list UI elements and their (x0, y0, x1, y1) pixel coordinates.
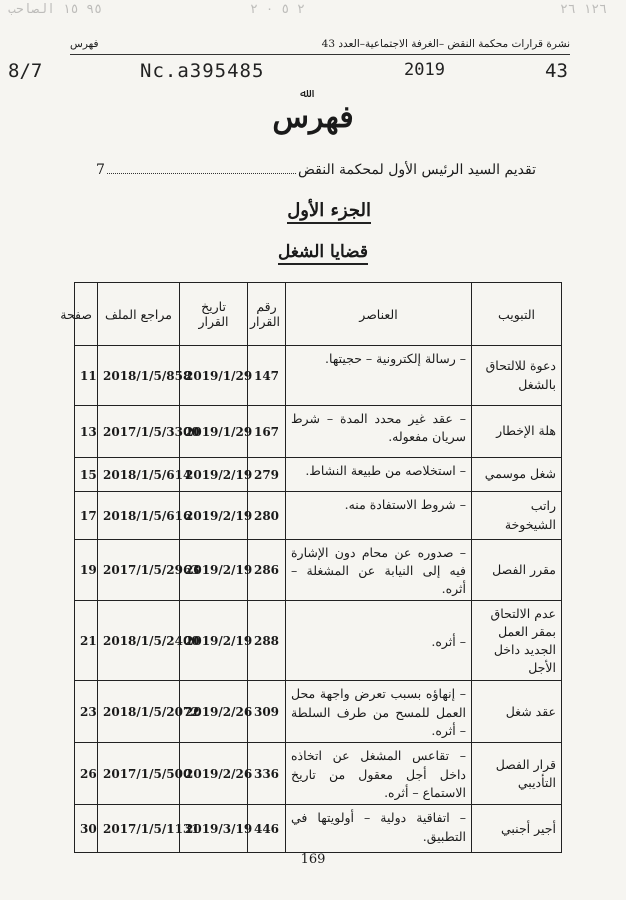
cell-ref: 2017/1/5/2963 (98, 540, 180, 601)
cell-classification: هلة الإخطار (472, 406, 562, 458)
cell-number: 286 (248, 540, 286, 601)
intro-text: تقديم السيد الرئيس الأول لمحكمة النقض (297, 162, 536, 178)
cell-classification: عدم الالتحاق بمقر العمل الجديد داخل الأجل (472, 601, 562, 681)
cell-elements: – تقاعس المشغل عن اتخاذه داخل أجل معقول من تاريخ الاستماع – أثره. (286, 743, 472, 805)
faded-top-marks (0, 2, 626, 22)
cell-elements: – اتفاقية دولية – أولويتها في التطبيق. (286, 805, 472, 853)
table-row (75, 681, 562, 743)
header-decision-date: تاريخ القرار (180, 283, 248, 346)
cell-date: 2019/2/26 (180, 743, 248, 805)
faded-code-right: ١٢٦ ٢٦ (560, 2, 607, 17)
header-page: صفحة (75, 283, 98, 346)
cell-date: 2019/2/19 (180, 458, 248, 492)
faded-code-left: ٩٥ ١٥ الصاحب (8, 2, 102, 17)
cell-page: 11 (75, 346, 98, 406)
header-elements: العناصر (286, 283, 472, 346)
running-head-title: نشرة قرارات محكمة النقض –الغرفة الاجتماعية–العدد 43 (321, 38, 570, 50)
page-number: 169 (300, 852, 326, 867)
cell-classification: مقرر الفصل (472, 540, 562, 601)
table-row (75, 492, 562, 540)
cell-page: 15 (75, 458, 98, 492)
cell-classification: دعوة للالتحاق بالشغل (472, 346, 562, 406)
cell-page: 19 (75, 540, 98, 601)
cell-ref: 2017/1/5/500 (98, 743, 180, 805)
cell-ref: 2018/1/5/616 (98, 492, 180, 540)
cell-ref: 2018/1/5/2072 (98, 681, 180, 743)
intro-entry (96, 162, 536, 178)
header-classification: التبويب (472, 283, 562, 346)
cell-page: 23 (75, 681, 98, 743)
cell-ref: 2018/1/5/2400 (98, 601, 180, 681)
cell-number: 288 (248, 601, 286, 681)
running-head-section: فهرس (70, 38, 99, 50)
table-row (75, 601, 562, 681)
cell-classification: قرار الفصل التأديبي (472, 743, 562, 805)
ornament-mark: ﷲ (300, 86, 308, 100)
cell-ref: 2018/1/5/614 (98, 458, 180, 492)
cell-page: 13 (75, 406, 98, 458)
cell-elements: – استخلاصه من طبيعة النشاط. (286, 458, 472, 492)
cell-date: 2019/2/19 (180, 601, 248, 681)
cell-classification: شغل موسمي (472, 458, 562, 492)
cell-page: 17 (75, 492, 98, 540)
cell-ref: 2017/1/5/3300 (98, 406, 180, 458)
handwritten-year: 2019 (404, 60, 445, 80)
table-row (75, 743, 562, 805)
cell-elements: – أثره. (286, 601, 472, 681)
cell-date: 2019/2/26 (180, 681, 248, 743)
handwritten-folio: 8/7 (8, 60, 43, 82)
cell-classification: عقد شغل (472, 681, 562, 743)
cell-page: 21 (75, 601, 98, 681)
cell-ref: 2018/1/5/858 (98, 346, 180, 406)
cell-number: 336 (248, 743, 286, 805)
cell-elements: – صدوره عن محام دون الإشارة فيه إلى النيابة عن المشغلة – أثره. (286, 540, 472, 601)
leader-dots (107, 173, 296, 174)
cell-date: 2019/2/19 (180, 492, 248, 540)
cell-classification: أجير أجنبي (472, 805, 562, 853)
running-head (70, 38, 570, 55)
header-file-reference: مراجع الملف (98, 283, 180, 346)
page-title: فهرس (272, 100, 354, 135)
index-table (60, 282, 562, 853)
table-row (75, 406, 562, 458)
cell-page: 26 (75, 743, 98, 805)
header-decision-number: رقم القرار (248, 283, 286, 346)
cell-elements: – عقد غير محدد المدة – شرط سريان مفعوله. (286, 406, 472, 458)
cell-elements: – شروط الاستفادة منه. (286, 492, 472, 540)
cell-elements: – إنهاؤه بسبب تعرض واجهة محل العمل للمسح من طرف السلطة – أثره. (286, 681, 472, 743)
table-header-row (75, 283, 562, 346)
cell-date: 2019/1/29 (180, 406, 248, 458)
cell-number: 446 (248, 805, 286, 853)
cell-classification: راتب الشيخوخة (472, 492, 562, 540)
intro-page-number: 7 (96, 162, 105, 178)
handwritten-issue: 43 (545, 60, 568, 82)
table-row (75, 805, 562, 853)
cell-date: 2019/1/29 (180, 346, 248, 406)
section-title: قضايا الشغل (278, 242, 368, 265)
cell-number: 309 (248, 681, 286, 743)
handwritten-reference: Nc.a395485 (140, 60, 265, 82)
cell-elements: – رسالة إلكترونية – حجيتها. (286, 346, 472, 406)
cell-number: 167 (248, 406, 286, 458)
cell-number: 147 (248, 346, 286, 406)
cell-ref: 2017/1/5/1131 (98, 805, 180, 853)
cell-number: 280 (248, 492, 286, 540)
table-row (75, 458, 562, 492)
table-row (75, 346, 562, 406)
faded-code-middle: ٢ ٥ ٠ ٢ (250, 2, 305, 17)
cell-date: 2019/2/19 (180, 540, 248, 601)
cell-page: 30 (75, 805, 98, 853)
cell-date: 2019/3/19 (180, 805, 248, 853)
cell-number: 279 (248, 458, 286, 492)
part-title: الجزء الأول (287, 200, 371, 224)
table-row (75, 540, 562, 601)
